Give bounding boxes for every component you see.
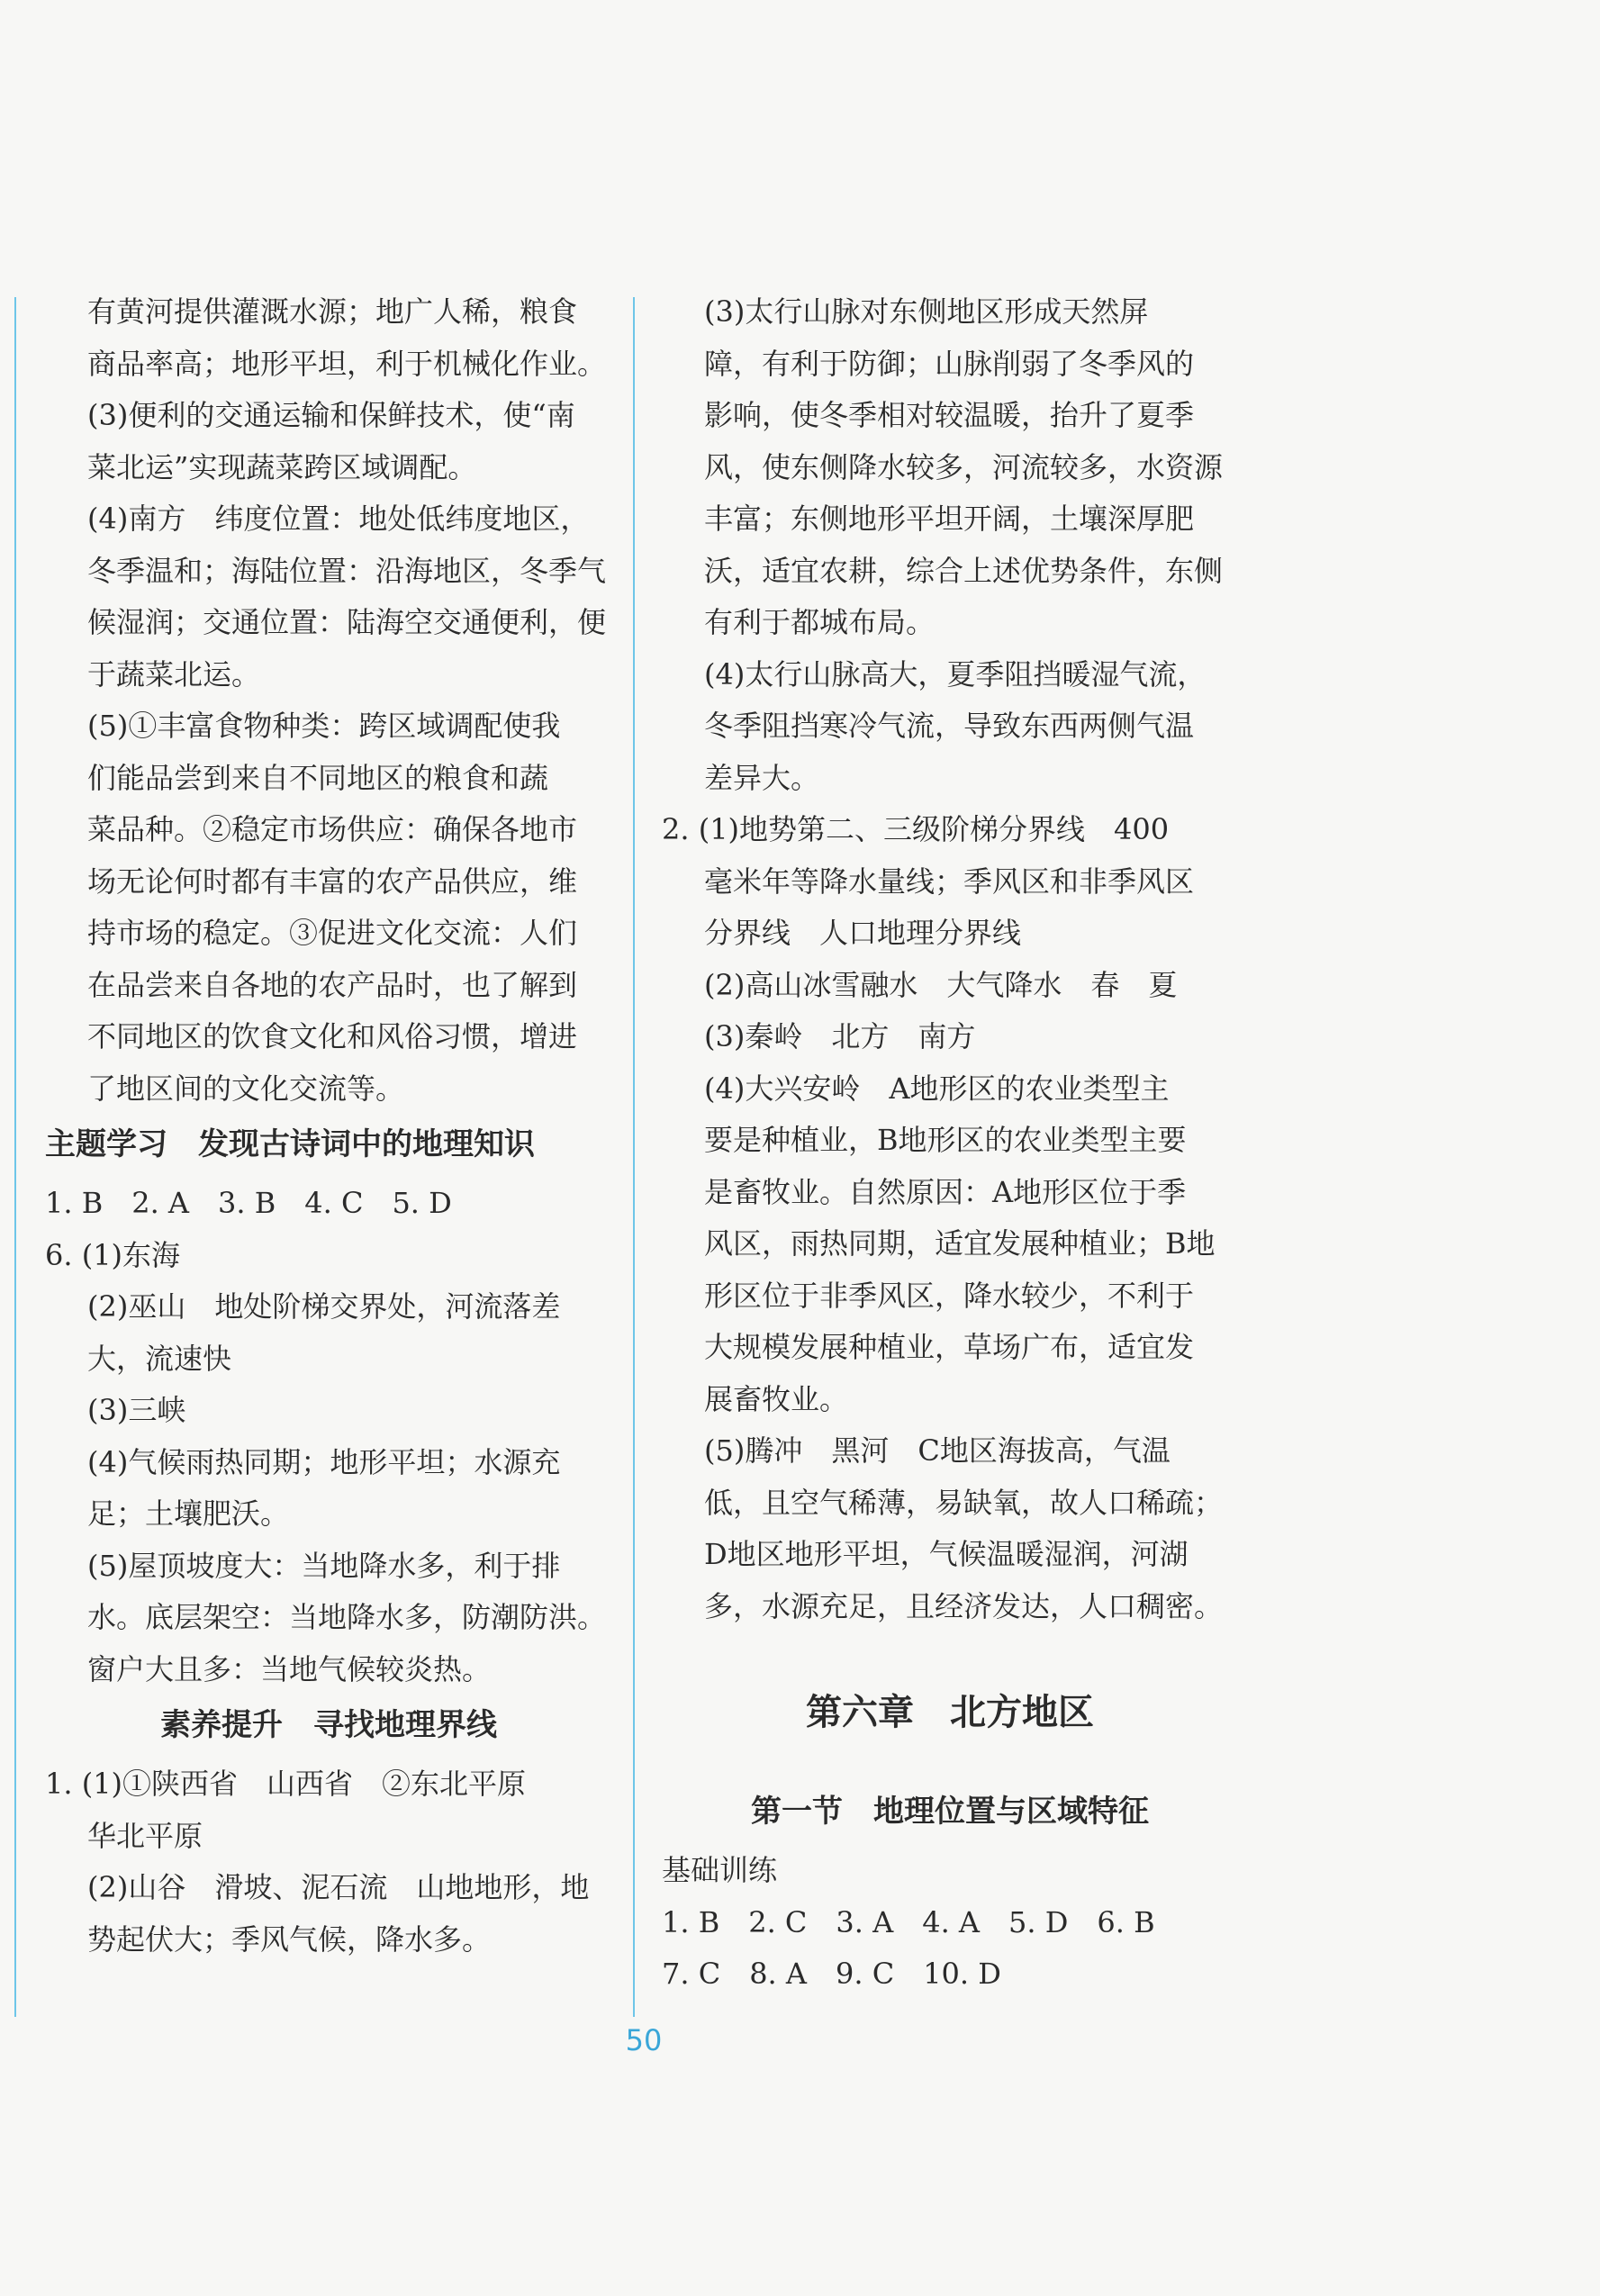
text-line: 候湿润；交通位置：陆海空交通便利，便 (87, 605, 607, 639)
text-line: 毫米年等降水量线；季风区和非季风区 (704, 863, 1195, 899)
text-line: 们能品尝到来自不同地区的粮食和蔬 (87, 760, 549, 795)
text-line: 形区位于非季风区，降水较少，不利于 (704, 1278, 1195, 1313)
text-line: 多，水源充足，且经济发达，人口稠密。 (704, 1588, 1224, 1623)
text-line: 水。底层架空：当地降水多，防潮防洪。 (87, 1600, 607, 1634)
text-line: 有利于都城布局。 (704, 605, 936, 639)
text-line: 华北平原 (87, 1818, 203, 1853)
text-line: 势起伏大；季风气候，降水多。 (87, 1921, 492, 1957)
text-line: 有黄河提供灌溉水源；地广人稀，粮食 (87, 294, 578, 329)
text-line: 不同地区的饮食文化和风俗习惯，增进 (87, 1019, 578, 1053)
right-column (662, 286, 1238, 2001)
text-line: 冬季阻挡寒冷气流，导致东西两侧气温 (704, 709, 1195, 743)
text-line: (5)腾冲 黑河 C地区海拔高，气温 (704, 1433, 1171, 1468)
text-line: 沃，适宜农耕，综合上述优势条件，东侧 (704, 553, 1224, 588)
text-line: 菜品种。②稳定市场供应：确保各地市 (87, 812, 578, 846)
text-line: (3)秦岭 北方 南方 (704, 1019, 976, 1053)
text-line: (4)大兴安岭 A地形区的农业类型主 (704, 1071, 1170, 1106)
text-line: 丰富；东侧地形平坦开阔，土壤深厚肥 (704, 502, 1195, 536)
text-line: (4)气候雨热同期；地形平坦；水源充 (87, 1444, 561, 1479)
text-line: 持市场的稳定。③促进文化交流：人们 (87, 916, 578, 950)
text-line: 7. C 8. A 9. C 10. D (662, 1957, 1001, 1991)
text-line: 差异大。 (704, 760, 820, 795)
text-line: (5)屋顶坡度大：当地降水多，利于排 (87, 1548, 561, 1583)
text-line: 于蔬菜北运。 (87, 656, 261, 692)
text-line: 影响，使冬季相对较温暖，抬升了夏季 (704, 398, 1195, 432)
text-line: 窗户大且多：当地气候较炎热。 (87, 1651, 492, 1686)
left-column (45, 286, 612, 1966)
text-line: 场无论何时都有丰富的农产品供应，维 (87, 863, 578, 899)
text-line: 1. (1)①陕西省 山西省 ②东北平原 (45, 1767, 527, 1801)
text-line: (4)太行山脉高大，夏季阻挡暖湿气流， (704, 656, 1207, 692)
section-heading: 第一节 地理位置与区域特征 (751, 1794, 1149, 1830)
text-line: 商品率高；地形平坦，利于机械化作业。 (87, 346, 607, 381)
text-line: 分界线 人口地理分界线 (704, 916, 1022, 950)
text-line: (3)太行山脉对东侧地区形成天然屏 (704, 294, 1149, 329)
page-number: 50 (625, 2023, 663, 2057)
text-line: 2. (1)地势第二、三级阶梯分界线 400 (662, 812, 1170, 846)
text-line: (5)①丰富食物种类：跨区域调配使我 (87, 709, 561, 743)
text-line: 1. B 2. C 3. A 4. A 5. D 6. B (662, 1904, 1155, 1939)
text-line: (2)山谷 滑坡、泥石流 山地地形，地 (87, 1870, 590, 1904)
section-heading: 素养提升 寻找地理界线 (160, 1707, 497, 1743)
text-line: 菜北运”实现蔬菜跨区域调配。 (87, 449, 477, 484)
text-line: 基础训练 (662, 1853, 778, 1887)
text-line: (3)三峡 (87, 1393, 186, 1427)
text-line: 大规模发展种植业，草场广布，适宜发 (704, 1330, 1195, 1364)
text-line: 展畜牧业。 (704, 1381, 849, 1416)
text-line: 了地区间的文化交流等。 (87, 1071, 405, 1106)
text-line: (2)巫山 地处阶梯交界处，河流落差 (87, 1289, 561, 1324)
text-line: 在品尝来自各地的农产品时，也了解到 (87, 967, 578, 1002)
text-line: 障，有利于防御；山脉削弱了冬季风的 (704, 346, 1195, 381)
text-line: (4)南方 纬度位置：地处低纬度地区， (87, 502, 590, 536)
text-line: 风，使东侧降水较多，河流较多，水资源 (704, 449, 1224, 484)
text-line: (3)便利的交通运输和保鲜技术，使“南 (87, 398, 575, 432)
text-line: 大，流速快 (87, 1341, 232, 1376)
chapter-title: 第六章 北方地区 (806, 1691, 1094, 1733)
text-line: 1. B 2. A 3. B 4. C 5. D (45, 1186, 452, 1220)
text-line: 是畜牧业。自然原因：A地形区位于季 (704, 1174, 1187, 1209)
text-line: 冬季温和；海陆位置：沿海地区，冬季气 (87, 553, 607, 588)
text-line: 6. (1)东海 (45, 1237, 181, 1272)
text-line: (2)高山冰雪融水 大气降水 春 夏 (704, 967, 1178, 1002)
text-line: 风区，雨热同期，适宜发展种植业；B地 (704, 1226, 1216, 1261)
text-line: 要是种植业，B地形区的农业类型主要 (704, 1123, 1187, 1157)
left-margin-line (14, 297, 16, 2017)
text-line: D地区地形平坦，气候温暖湿润，河湖 (704, 1537, 1189, 1571)
text-line: 低，且空气稀薄，易缺氧，故人口稀疏； (704, 1485, 1224, 1520)
column-divider-line (633, 297, 635, 2017)
section-heading: 主题学习 发现古诗词中的地理知识 (45, 1126, 535, 1162)
text-line: 足；土壤肥沃。 (87, 1496, 290, 1531)
